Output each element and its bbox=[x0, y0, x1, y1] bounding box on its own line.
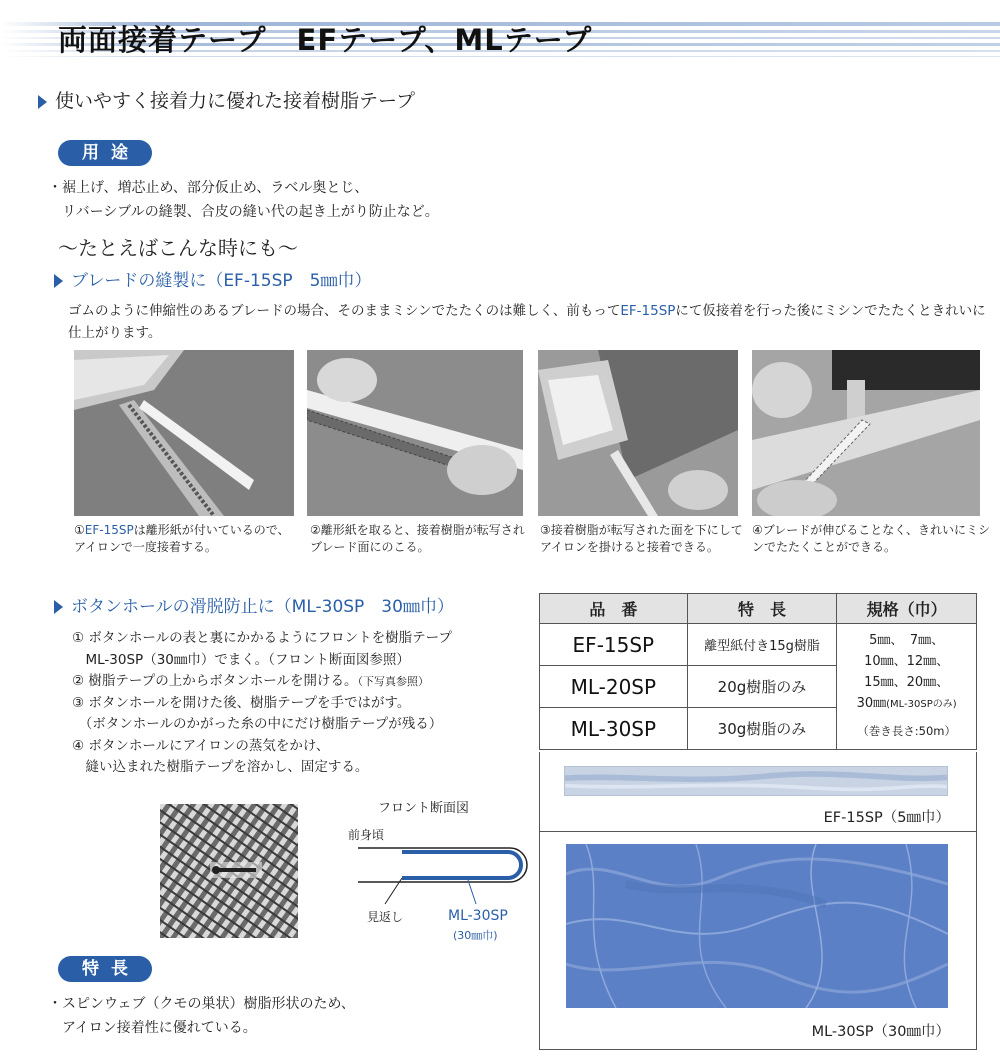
spec-line bbox=[839, 693, 974, 715]
photo-caption-1 bbox=[74, 522, 299, 556]
braid-photo-2 bbox=[307, 350, 523, 516]
spec-last: 30㎜ bbox=[856, 696, 887, 711]
usage-line: ・裾上げ、増芯止め、部分仮止め、ラベル奥とじ、 bbox=[48, 180, 369, 196]
step-1-line: ① ボタンホールの表と裏にかかるようにフロントを樹脂テープ bbox=[72, 630, 452, 646]
ef-15sp-texture bbox=[565, 767, 947, 795]
sewing-machine-image bbox=[752, 350, 980, 516]
braid-photo-3 bbox=[538, 350, 738, 516]
braid-desc-before: ゴムのように伸縮性のあるブレードの場合、そのままミシンでたたくのは難しく、前もって bbox=[68, 303, 621, 319]
step-3-line: ③ ボタンホールを開けた後、樹脂テープを手ではがす。 bbox=[72, 694, 411, 711]
subheading-text: 使いやすく接着力に優れた接着樹脂テープ bbox=[55, 90, 416, 112]
peel-paper-image bbox=[307, 350, 523, 516]
features-line: アイロン接着性に優れている。 bbox=[48, 1020, 257, 1036]
step-2-text: ② 樹脂テープの上からボタンホールを開ける。 bbox=[72, 673, 358, 689]
photo-caption-3: ③接着樹脂が転写された面を下にしてアイロンを掛けると接着できる。 bbox=[540, 523, 743, 554]
tweed-buttonhole-image bbox=[160, 804, 324, 938]
braid-description bbox=[68, 300, 988, 344]
spec-line: 5㎜、 7㎜、 bbox=[869, 633, 945, 648]
step-2-note: （下写真参照） bbox=[357, 675, 429, 688]
table-row bbox=[540, 624, 977, 666]
iron-on-braid-image bbox=[74, 350, 294, 516]
product-table-header bbox=[540, 594, 977, 624]
page-title: 両面接着テープ EFテープ、MLテープ bbox=[58, 23, 593, 57]
step-2-line bbox=[72, 671, 452, 693]
roll-length: （巻き長さ:50m） bbox=[857, 724, 956, 738]
step-1-line-2: ML-30SP（30㎜巾）でまく。（フロント断面図参照） bbox=[72, 651, 410, 668]
diagram-code-label: ML-30SP bbox=[448, 908, 508, 924]
braid-photo-4 bbox=[752, 350, 980, 516]
diagram-front-label: 前身頃 bbox=[348, 828, 385, 842]
ml-30sp-sample bbox=[566, 844, 948, 1008]
product-spec bbox=[837, 624, 977, 750]
buttonhole-heading bbox=[54, 592, 454, 617]
ef-15sp-sample bbox=[564, 766, 948, 796]
ml-30sp-texture bbox=[566, 844, 948, 1008]
sample-divider bbox=[540, 831, 976, 832]
step-4-line: ④ ボタンホールにアイロンの蒸気をかけ、 bbox=[72, 737, 330, 754]
caption-1-text: は離形紙が付いているので、アイロンで一度接着する。 bbox=[74, 523, 290, 554]
step-4-line-2: 縫い込まれた樹脂テープを溶かし、固定する。 bbox=[72, 759, 369, 775]
diagram-back-label: 見返し bbox=[367, 910, 404, 924]
product-feature: 30g樹脂のみ bbox=[687, 708, 837, 750]
header-spec: 規格（巾） bbox=[837, 594, 977, 624]
spec-line: 15㎜、20㎜、 bbox=[864, 675, 950, 690]
buttonhole-photo bbox=[160, 804, 324, 938]
caption-1-code: EF-15SP bbox=[84, 523, 134, 537]
usage-badge: 用途 bbox=[58, 140, 152, 166]
photo-caption-4: ④ブレードが伸びることなく、きれいにミシンでたたくことができる。 bbox=[752, 523, 991, 554]
caption-1-prefix: ① bbox=[74, 523, 85, 537]
product-code: ML-30SP bbox=[540, 708, 688, 750]
product-feature: 離型紙付き15g樹脂 bbox=[687, 624, 837, 666]
buttonhole-steps bbox=[72, 628, 452, 779]
page-header bbox=[0, 0, 1000, 70]
ml-30sp-label: ML-30SP（30㎜巾） bbox=[811, 1024, 950, 1040]
product-code: EF-15SP bbox=[540, 624, 688, 666]
usage-text bbox=[48, 176, 439, 224]
features-badge: 特長 bbox=[58, 956, 152, 982]
braid-heading-text: ブレードの縫製に（EF-15SP 5㎜巾） bbox=[71, 271, 372, 291]
ef-15sp-label: EF-15SP（5㎜巾） bbox=[823, 810, 950, 826]
braid-desc-after: にて仮接着を行った後にミシンでたたくときれいに仕上がります。 bbox=[68, 303, 986, 341]
sample-panel bbox=[539, 752, 977, 1050]
usage-line: リバーシブルの縫製、合皮の縫い代の起き上がり防止など。 bbox=[48, 204, 439, 220]
braid-desc-code: EF-15SP bbox=[620, 303, 676, 319]
header-feature: 特 長 bbox=[687, 594, 837, 624]
spec-last-note: (ML-30SPのみ) bbox=[886, 699, 957, 710]
product-table bbox=[539, 593, 977, 750]
product-feature: 20g樹脂のみ bbox=[687, 666, 837, 708]
braid-heading bbox=[54, 266, 371, 291]
triangle-bullet-icon bbox=[54, 274, 63, 288]
product-code: ML-20SP bbox=[540, 666, 688, 708]
features-text bbox=[48, 992, 355, 1040]
features-line: ・スピンウェブ（クモの巣状）樹脂形状のため、 bbox=[48, 996, 355, 1012]
photo-caption-2: ②離形紙を取ると、接着樹脂が転写されブレード面にのこる。 bbox=[310, 523, 525, 554]
iron-press-image bbox=[538, 350, 738, 516]
triangle-bullet-icon bbox=[38, 95, 47, 109]
header-code: 品 番 bbox=[540, 594, 688, 624]
braid-photo-1 bbox=[74, 350, 294, 516]
spec-line: 10㎜、12㎜、 bbox=[864, 654, 950, 669]
diagram-width-label: (30㎜巾) bbox=[453, 929, 498, 942]
page-subheading bbox=[38, 86, 415, 113]
triangle-bullet-icon bbox=[54, 600, 63, 614]
step-3-line-2: （ボタンホールのかがった糸の中にだけ樹脂テープが残る） bbox=[72, 716, 443, 732]
examples-heading: 〜たとえばこんな時にも〜 bbox=[58, 236, 298, 260]
diagram-title: フロント断面図 bbox=[378, 801, 470, 816]
buttonhole-heading-text: ボタンホールの滑脱防止に（ML-30SP 30㎜巾） bbox=[71, 597, 454, 617]
